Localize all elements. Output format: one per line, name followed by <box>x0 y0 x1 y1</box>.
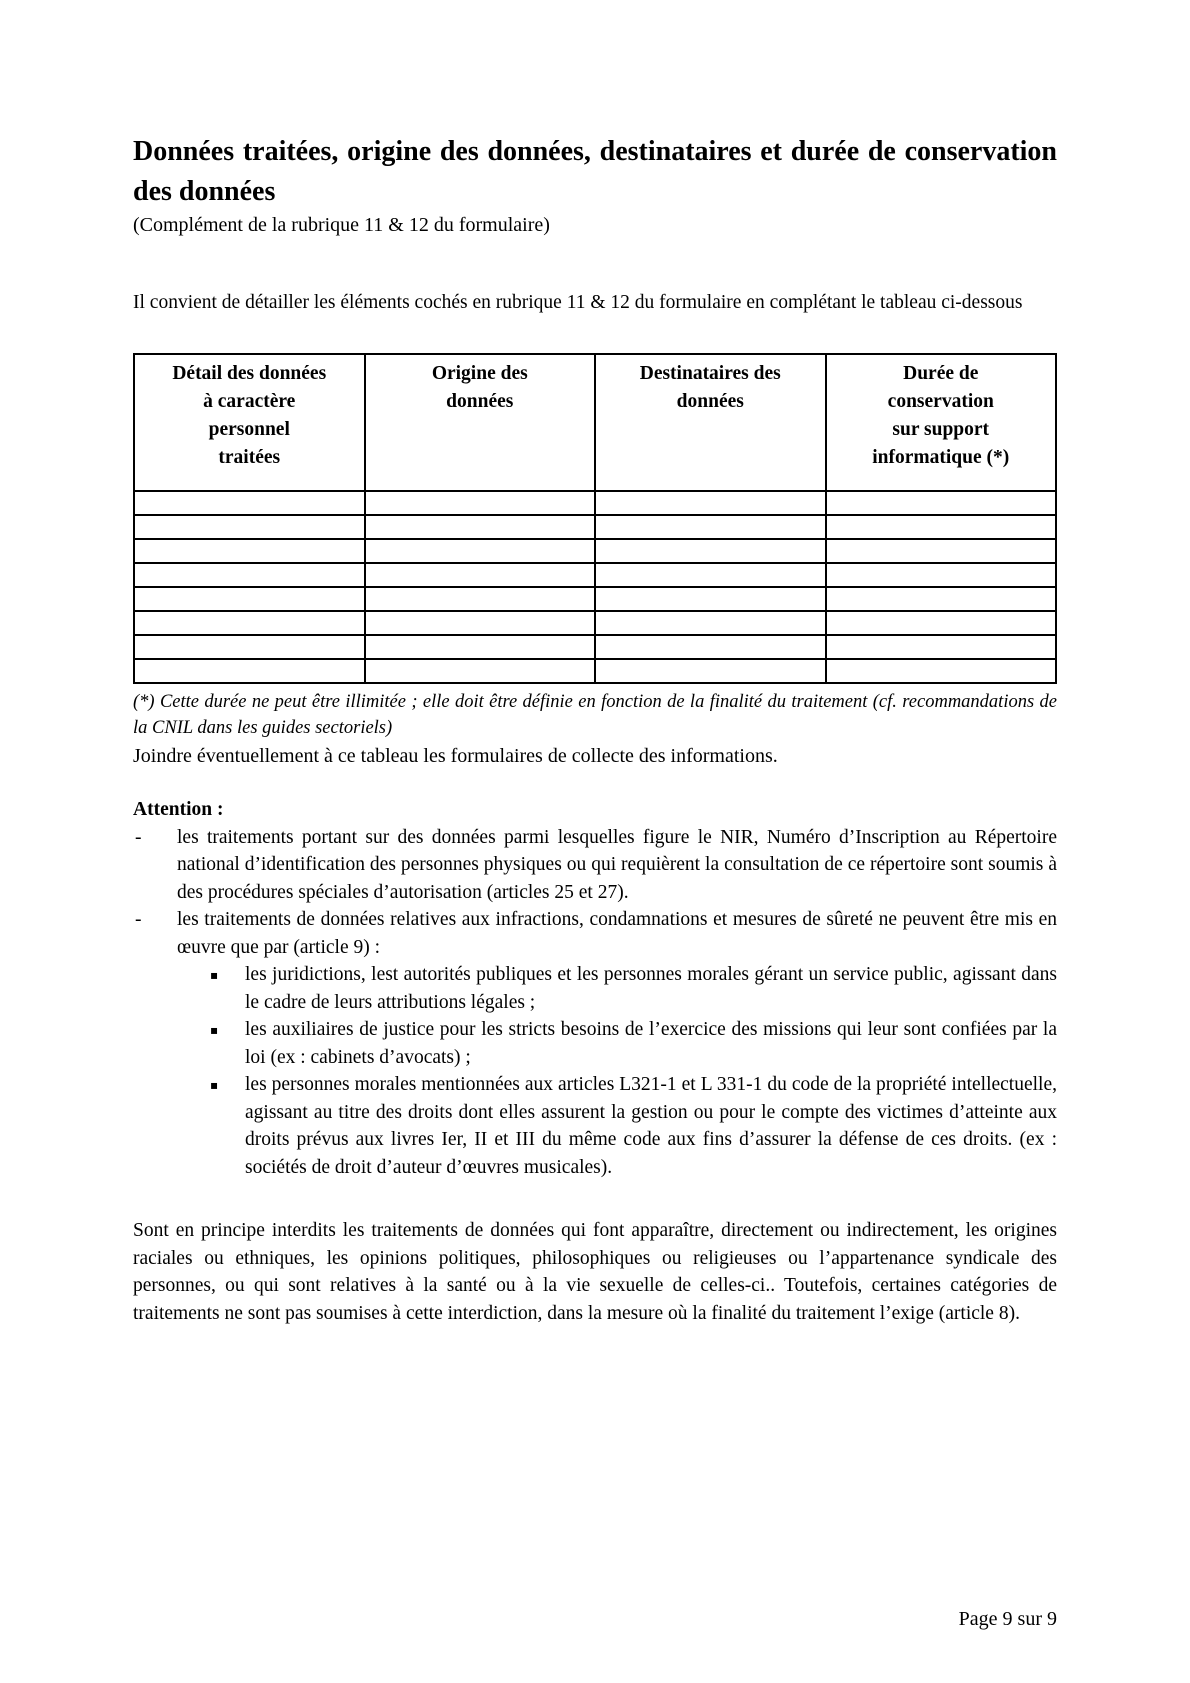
table-row <box>134 587 1056 611</box>
square-bullet-icon: ▪ <box>210 1023 219 1037</box>
table-row <box>134 635 1056 659</box>
table-cell-empty <box>365 587 596 611</box>
table-cell-empty <box>365 563 596 587</box>
table-cell-empty <box>134 587 365 611</box>
dash-bullet-marker: - <box>135 826 142 848</box>
attention-subitem-text: les auxiliaires de justice pour les stricts besoins de l’exercice des missions qui leur sont confiées par la loi (ex : cabinets d’avocats) ; <box>245 1019 1057 1068</box>
table-cell-empty <box>134 611 365 635</box>
square-bullet-icon: ▪ <box>210 968 219 982</box>
square-bullet-icon: ▪ <box>210 1078 219 1092</box>
table-header <box>134 354 1056 491</box>
table-row <box>134 515 1056 539</box>
table-cell-empty <box>595 587 826 611</box>
table-cell-empty <box>134 515 365 539</box>
page-title: Données traitées, origine des données, destinataires et durée de conservation des données <box>133 136 1057 207</box>
table-row <box>134 563 1056 587</box>
table-cell-empty <box>595 635 826 659</box>
attention-item-text: les traitements de données relatives aux infractions, condamnations et mesures de sûreté ne peuvent être mis en œuvre que par (article 9) : <box>177 909 1057 958</box>
page-subtitle: (Complément de la rubrique 11 & 12 du formulaire) <box>133 214 550 236</box>
table-header-row <box>134 354 1056 491</box>
table-cell-empty <box>134 491 365 515</box>
attention-subitem-personnes-morales <box>210 1071 1057 1181</box>
table-cell-empty <box>595 515 826 539</box>
table-header-destinataires: Destinataires des données <box>595 354 826 491</box>
table-header-origine: Origine des données <box>365 354 596 491</box>
attention-subitem-text: les juridictions, lest autorités publiques et les personnes morales gérant un service public, agissant dans le cadre de leurs attributions légales ; <box>245 964 1057 1013</box>
data-table <box>133 353 1057 684</box>
table-cell-empty <box>826 659 1057 683</box>
table-cell-empty <box>595 659 826 683</box>
table-cell-empty <box>595 563 826 587</box>
table-cell-empty <box>365 539 596 563</box>
table-cell-empty <box>365 611 596 635</box>
table-header-detail-donnees: Détail des données à caractère personnel traitées <box>134 354 365 491</box>
attention-item-infractions <box>133 906 1057 961</box>
table-cell-empty <box>134 659 365 683</box>
table-cell-empty <box>365 515 596 539</box>
attention-subitem-text: les personnes morales mentionnées aux articles L321-1 et L 331-1 du code de la propriété intellectuelle, agissant au titre des droits dont elles assurent la gestion ou pour le compte des victimes d’atteinte aux droits prévus aux livres Ier, II et III du même code aux fins d’assurer la défense de ces droits. (ex : sociétés de droit d’auteur d’œuvres musicales). <box>245 1074 1057 1178</box>
table-cell-empty <box>134 539 365 563</box>
table-row <box>134 611 1056 635</box>
table-cell-empty <box>134 563 365 587</box>
table-cell-empty <box>595 611 826 635</box>
table-cell-empty <box>365 635 596 659</box>
table-cell-empty <box>595 539 826 563</box>
attention-heading: Attention : <box>133 799 224 820</box>
table-cell-empty <box>826 539 1057 563</box>
table-cell-empty <box>826 491 1057 515</box>
table-empty-rows <box>134 491 1056 683</box>
table-cell-empty <box>826 611 1057 635</box>
intro-paragraph: Il convient de détailler les éléments cochés en rubrique 11 & 12 du formulaire en complétant le tableau ci-dessous <box>133 292 1023 313</box>
table-cell-empty <box>826 635 1057 659</box>
page-number: Page 9 sur 9 <box>958 1608 1057 1630</box>
table-cell-empty <box>365 491 596 515</box>
table-cell-empty <box>595 491 826 515</box>
table-row <box>134 491 1056 515</box>
table-footnote: (*) Cette durée ne peut être illimitée ; elle doit être définie en fonction de la finalité du traitement (cf. recommandations de la CNIL dans les guides sectoriels) <box>133 691 1057 738</box>
table-cell-empty <box>826 515 1057 539</box>
table-header-duree: Durée de conservation sur support informatique (*) <box>826 354 1057 491</box>
dash-bullet-marker: - <box>135 909 142 930</box>
table-cell-empty <box>826 587 1057 611</box>
attention-item-nir <box>133 824 1057 907</box>
table-cell-empty <box>365 659 596 683</box>
table-cell-empty <box>134 635 365 659</box>
table-row <box>134 659 1056 683</box>
table-row <box>134 539 1056 563</box>
attention-subitem-auxiliaires <box>210 1016 1057 1071</box>
attachment-note: Joindre éventuellement à ce tableau les formulaires de collecte des informations. <box>133 744 778 767</box>
attention-subitem-juridictions <box>210 961 1057 1016</box>
table-cell-empty <box>826 563 1057 587</box>
prohibition-paragraph: Sont en principe interdits les traitements de données qui font apparaître, directement ou indirectement, les origines raciales ou ethniques, les opinions politiques, philosophiques ou religieuses ou l’appartenance syndicale des personnes, ou qui sont relatives à la santé ou à la vie sexuelle de celles-ci.. Toutefois, certaines catégories de traitements ne sont pas soumises à cette interdiction, dans la mesure où la finalité du traitement l’exige (article 8). <box>133 1220 1057 1324</box>
attention-item-text: les traitements portant sur des données parmi lesquelles figure le NIR, Numéro d’Inscription au Répertoire national d’identification des personnes physiques ou qui requièrent la consultation de ce répertoire sont soumis à des procédures spéciales d’autorisation (articles 25 et 27). <box>177 826 1057 903</box>
